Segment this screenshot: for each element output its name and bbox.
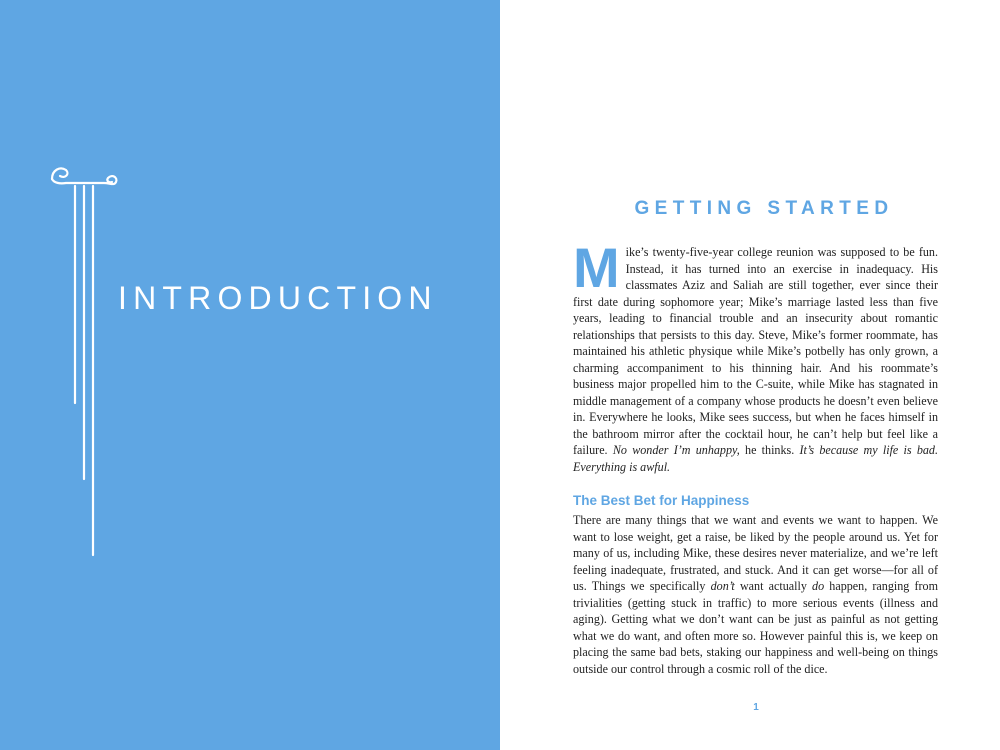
italic-word: do	[812, 579, 825, 593]
chapter-title: INTRODUCTION	[118, 280, 438, 316]
subheading: The Best Bet for Happiness	[573, 493, 750, 508]
page-number: 1	[753, 702, 759, 713]
paragraph-text: want actually	[739, 579, 807, 593]
section-heading: GETTING STARTED	[634, 198, 894, 219]
italic-thought: It’s because my life is bad. Everything is awful.	[573, 443, 939, 474]
drop-cap: M	[573, 236, 620, 299]
italic-word: don’t	[710, 579, 735, 593]
paragraph-text: There are many things that we want and events we want to happen. We want to lose weight, get a raise, be liked by the people around us. Yet for many of us, including Mike, these desires never materialize, and we’re left feeling inadequate, frustrated, and stuck. And it can get worse—for all of us. Things we specifically	[573, 513, 938, 593]
body-paragraph	[573, 512, 938, 677]
paragraph-text: he thinks.	[745, 443, 795, 457]
opening-paragraph	[573, 236, 939, 475]
paragraph-text: ike’s twenty-five-year college reunion was supposed to be fun. Instead, it has turned into an exercise in inadequacy. His classmates Aziz and Saliah are still together, ever since their first date during sophomore year; Mike’s marriage lasted less than five years, leading to financial trouble and an insecurity about romantic relationships that persists to this day. Steve, Mike’s former roommate, has maintained his athletic physique while Mike’s potbelly has only grown, a charming accompaniment to his thinning hair. And his roommate’s business major propelled him to the C-suite, while Mike has stagnated in middle management of a company whose products he doesn’t even believe in. Everywhere he looks, Mike sees success, but when he faces himself in the bathroom mirror after the cocktail hour, he can’t help but feel like a failure.	[573, 245, 938, 457]
italic-thought: No wonder I’m unhappy,	[612, 443, 740, 457]
right-page	[500, 0, 1000, 750]
paragraph-text: happen, ranging from trivialities (getting stuck in traffic) to more serious events (illness and aging). Getting what we don’t want can be just as painful as not getting what we do want, and often more so. However painful this is, we keep on placing the same bad bets, staking our happiness and well-being on things outside our control through a cosmic roll of the dice.	[573, 579, 938, 676]
